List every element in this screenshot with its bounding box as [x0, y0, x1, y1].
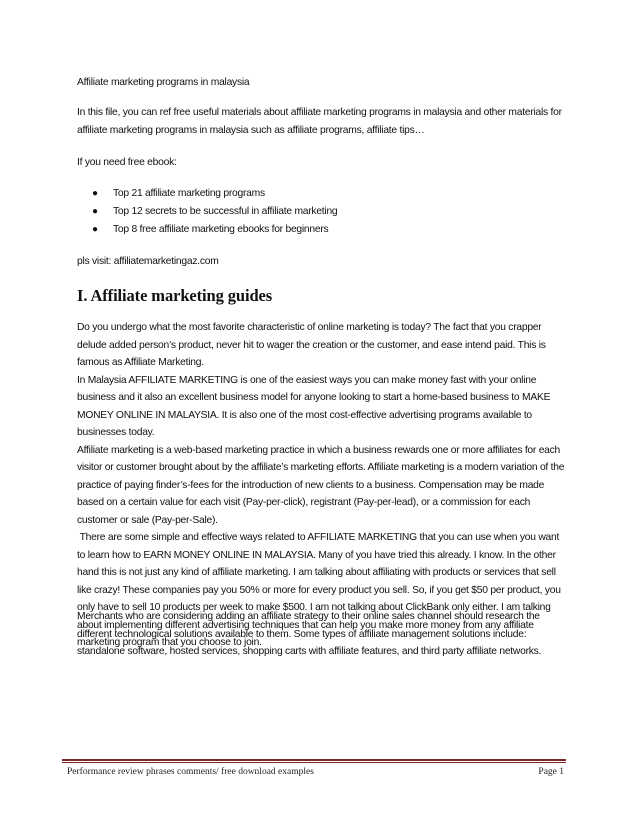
intro-paragraph: In this file, you can ref free useful materials about affiliate marketing programs in malaysia and other materials for affiliate marketing programs in malaysia such as affiliate programs, affiliate tips… [77, 107, 562, 136]
document-title-line: Affiliate marketing programs in malaysia [77, 77, 250, 88]
bullet-icon: ● [92, 224, 98, 235]
page-number: Page 1 [538, 767, 564, 777]
body-paragraph: There are some simple and effective ways related to AFFILIATE MARKETING that you can use when you want to learn how to EARN MONEY ONLINE IN MALAYSIA. Many of you have tried this already. I know. In the other hand this is not just any kind of affiliate marketing. I am talking about affiliating with products or services that sell like crazy! These companies pay you 50% or more for every product you sell. So, if you get $50 per product, you only have to sell 10 products per week to make $500. I am not talking about ClickBank only either. I am talking about implementing different advertising techniques that can help you make more money from any affiliate marketing program that you choose to join. [77, 532, 564, 648]
body-paragraph: In Malaysia AFFILIATE MARKETING is one of the easiest ways you can make money fast with your online business and it also an excellent business model for anyone looking to start a home-based business to MAKE MONEY ONLINE IN MALAYSIA. It is also one of the most cost-effective advertising programs available to businesses today. [77, 374, 551, 438]
merchants-paragraph [77, 608, 567, 661]
footer-title: Performance review phrases comments/ free download examples [67, 767, 314, 777]
footer-rule-thin [62, 762, 566, 763]
body-paragraph: Affiliate marketing is a web-based marketing practice in which a business rewards one or more affiliates for each visitor or customer brought about by the affiliate’s marketing efforts. Affiliate marketing is a modern variation of the practice of paying finder’s-fees for the introduction of new clients to a business. Compensation may be made based on a certain value for each visit (Pay-per-click), registrant (Pay-per-lead), or a commission for each customer or sale (Pay-per-Sale). [77, 444, 565, 526]
list-item [77, 221, 557, 239]
merchants-text: Merchants who are considering adding an affiliate strategy to their online sales channel should research the different technological solutions available to them. Some types of affiliate management solutions include: standalone software, hosted services, shopping carts with affiliate features, and third party affiliate networks. [77, 611, 542, 657]
list-item [77, 185, 557, 203]
list-item-text: Top 21 affiliate marketing programs [113, 188, 265, 199]
list-item-text: Top 8 free affiliate marketing ebooks for beginners [113, 224, 329, 235]
footer-rule [62, 759, 566, 761]
bullet-icon: ● [92, 206, 98, 217]
body-paragraph: Do you undergo what the most favorite characteristic of online marketing is today? The fact that you crapper delude added person’s product, never hit to wager the creation or the customer, and ease intend paid. This is famous as Affiliate Marketing. [77, 322, 546, 368]
ebook-prompt: If you need free ebook: [77, 157, 177, 168]
list-item-text: Top 12 secrets to be successful in affiliate marketing [113, 206, 338, 217]
bullet-icon: ● [92, 188, 98, 199]
ebook-list [77, 185, 557, 239]
section-heading: I. Affiliate marketing guides [77, 286, 273, 305]
list-item [77, 203, 557, 221]
visit-link-text: pls visit: affiliatemarketingaz.com [77, 256, 219, 267]
section-body [77, 319, 567, 652]
